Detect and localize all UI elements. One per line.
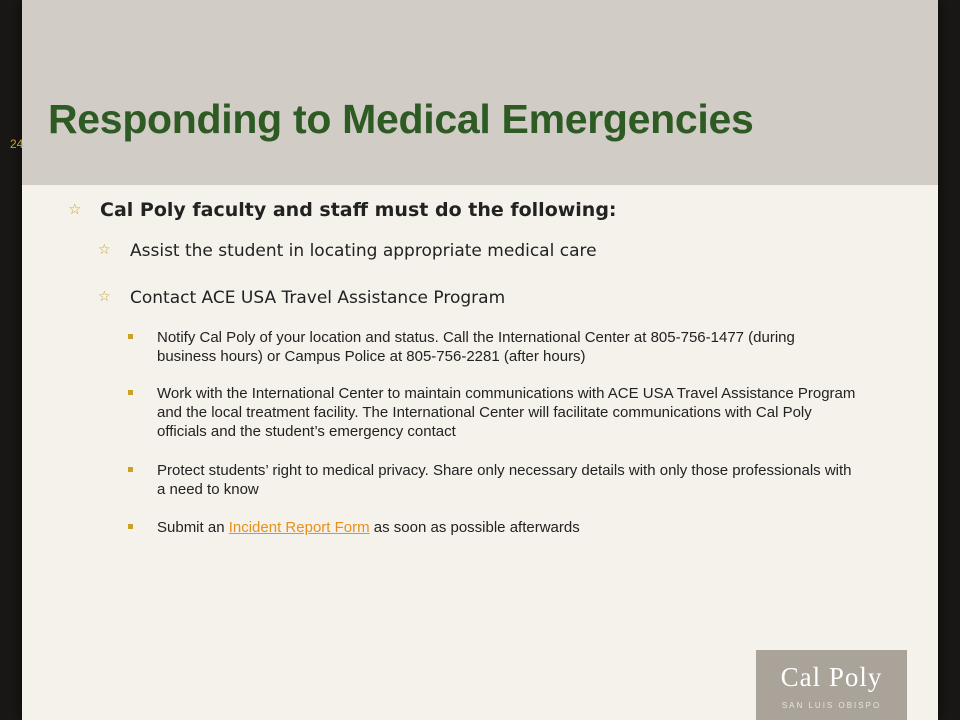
slide-title: Responding to Medical Emergencies (48, 96, 754, 142)
bullet-level3-text: Work with the International Center to maintain communications with ACE USA Travel Assistance Program and the local treatment facility. The International Center will facilitate communications with Cal Poly officials and the student’s emergency contact (157, 385, 856, 440)
logo-wordmark: Cal Poly (780, 662, 883, 692)
cal-poly-logo (756, 650, 907, 720)
bullet-level2-text: Assist the student in locating appropriate medical care (130, 241, 597, 261)
bullet-level2-text: Contact ACE USA Travel Assistance Program (130, 288, 506, 308)
square-bullet-icon (128, 390, 133, 395)
bullet-level1-text: Cal Poly faculty and staff must do the following: (100, 199, 617, 221)
submit-text-after: as soon as possible afterwards (369, 519, 580, 536)
bullet-level3-text: Protect students’ right to medical privacy. Share only necessary details with only those professionals with a need to know (157, 462, 852, 498)
square-bullet-icon (128, 334, 133, 339)
star-icon: ☆ (98, 289, 111, 305)
incident-report-form-link[interactable]: Incident Report Form (228, 519, 370, 536)
square-bullet-icon (128, 524, 133, 529)
bullet-level3-text: Notify Cal Poly of your location and status. Call the International Center at 805-756-1477 (during business hours) or Campus Police at 805-756-2281 (after hours) (157, 329, 795, 365)
square-bullet-icon (128, 467, 133, 472)
slide (10, 0, 938, 720)
logo-subtitle: SAN LUIS OBISPO (781, 701, 882, 710)
submit-text-before: Submit an (157, 519, 229, 536)
header-band (10, 0, 938, 185)
bullet-level3-text (157, 518, 857, 537)
star-icon: ☆ (68, 200, 82, 218)
star-icon: ☆ (98, 242, 111, 258)
slide-number: 24 (10, 137, 24, 151)
